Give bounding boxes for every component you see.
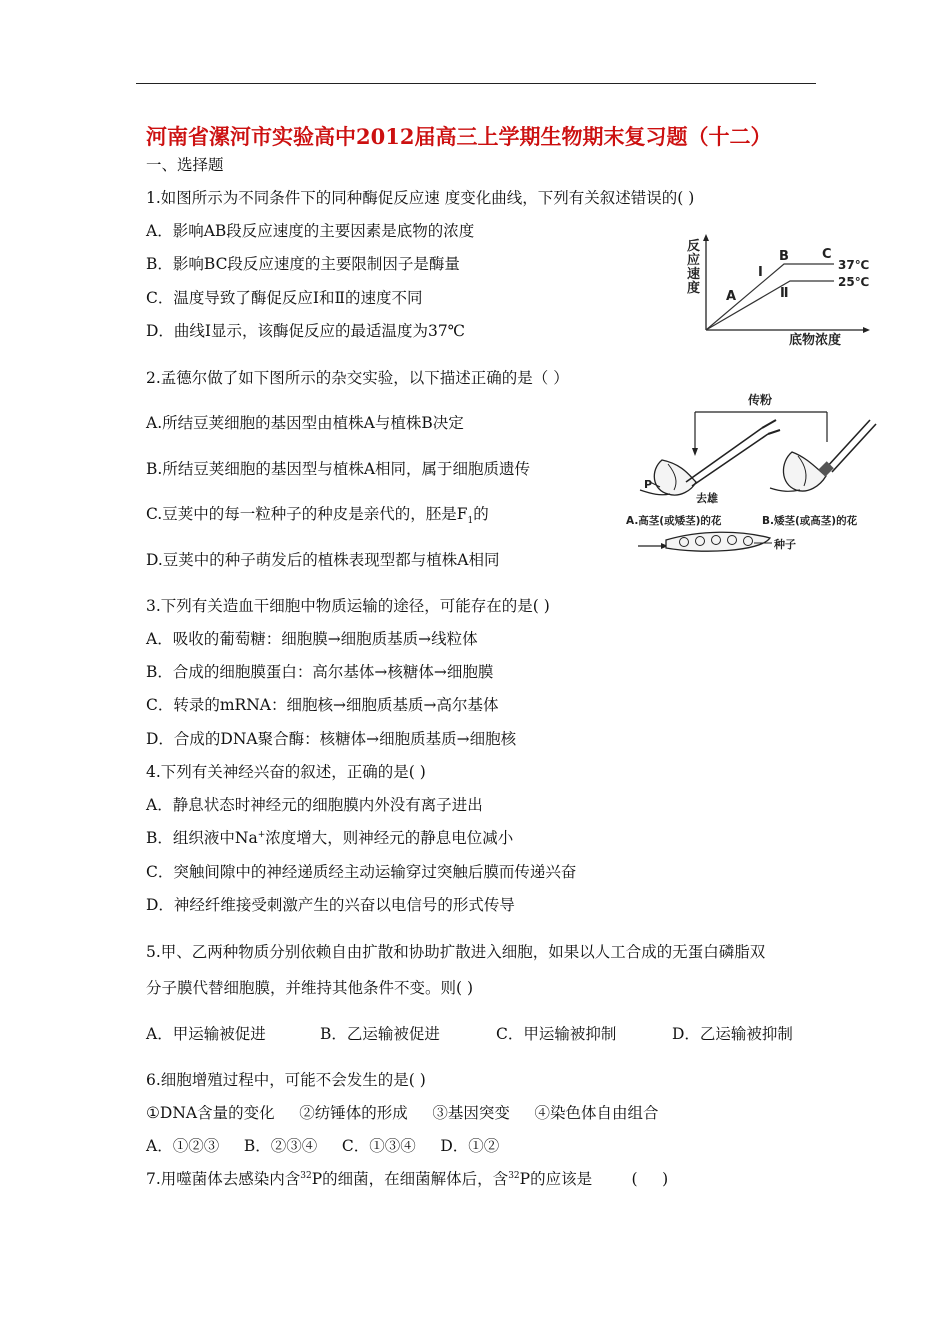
q5-stem-line1: 5.甲、乙两种物质分别依赖自由扩散和协助扩散进入细胞，如果以人工合成的无蛋白磷脂双: [146, 943, 766, 961]
q3-option-b: B．合成的细胞膜蛋白：高尔基体→核糖体→细胞膜: [146, 663, 494, 681]
q6-options: A．①②③ B．②③④ C．①③④ D．①②: [146, 1137, 500, 1155]
q2-option-d: D.豆荚中的种子萌发后的植株表现型都与植株A相同: [146, 551, 500, 569]
header-rule: [136, 83, 816, 84]
q7-stem: 7.用噬菌体去感染内含$^{32}$P的细菌，在细菌解体后，含$^{32}$P的应该是 ( ): [146, 1170, 669, 1188]
y-label-char-2: 应: [687, 253, 701, 268]
curve-2-label: Ⅱ: [780, 286, 789, 301]
page-title: 河南省漯河市实验高中2012届高三上学期生物期末复习题（十二）: [146, 124, 772, 149]
section-heading: 一、选择题: [146, 156, 224, 174]
enzyme-rate-figure: [684, 232, 884, 350]
q3-stem: 3.下列有关造血干细胞中物质运输的途径，可能存在的是( ): [146, 597, 550, 615]
brush-shape: [826, 420, 870, 468]
q3-option-d: D．合成的DNA聚合酶：核糖体→细胞质基质→细胞核: [146, 730, 517, 748]
q1-option-b: B．影响BC段反应速度的主要限制因子是酶量: [146, 255, 460, 273]
q4-option-a: A．静息状态时神经元的细胞膜内外没有离子进出: [146, 796, 483, 814]
q1-stem: 1.如图所示为不同条件下的同种酶促反应速 度变化曲线，下列有关叙述错误的( ): [146, 189, 695, 207]
emasculation-label: 去雄: [696, 492, 718, 505]
q4-option-c: C．突触间隙中的神经递质经主动运输穿过突触后膜而传递兴奋: [146, 863, 577, 881]
q6-stem: 6.细胞增殖过程中，可能不会发生的是( ): [146, 1071, 426, 1089]
flower-a-label: A.高茎(或矮茎)的花: [626, 515, 722, 527]
q1-option-d: D．曲线Ⅰ显示，该酶促反应的最适温度为37℃: [146, 322, 466, 340]
curve-1-label: Ⅰ: [758, 265, 763, 280]
q2-option-a: A.所结豆荚细胞的基因型由植株A与植株B决定: [146, 414, 464, 432]
y-label-char-4: 度: [687, 281, 701, 296]
seed-label: 种子: [774, 538, 796, 551]
q3-option-c: C．转录的mRNA：细胞核→细胞质基质→高尔基体: [146, 696, 499, 714]
q4-option-b: B．组织液中Na+浓度增大，则神经元的静息电位减小: [146, 829, 514, 847]
q4-option-d: D．神经纤维接受刺激产生的兴奋以电信号的形式传导: [146, 896, 515, 914]
q5-option-a: A．甲运输被促进: [146, 1025, 266, 1043]
q1-option-a: A．影响AB段反应速度的主要因素是底物的浓度: [146, 222, 475, 240]
q4-stem: 4.下列有关神经兴奋的叙述，正确的是( ): [146, 763, 426, 781]
temp-37-label: 37℃: [838, 258, 870, 272]
temp-25-label: 25℃: [838, 275, 870, 289]
hybridization-figure: [620, 390, 890, 560]
q3-option-a: A．吸收的葡萄糖：细胞膜→细胞质基质→线粒体: [146, 630, 478, 648]
forceps-shape: [686, 428, 762, 482]
q5-stem-line2: 分子膜代替细胞膜，并维持其他条件不变。则( ): [146, 979, 474, 997]
q5-option-c: C．甲运输被抑制: [496, 1025, 617, 1043]
p-label: P: [644, 478, 653, 491]
x-axis-label: 底物浓度: [789, 333, 842, 348]
y-label-char-1: 反: [687, 239, 701, 254]
pod-shape: [666, 532, 770, 551]
q2-option-c: C.豆荚中的每一粒种子的种皮是亲代的，胚是$F_1$的: [146, 505, 489, 527]
q1-option-c: C．温度导致了酶促反应Ⅰ和Ⅱ的速度不同: [146, 289, 423, 307]
point-a-label: A: [726, 289, 737, 304]
q6-items: ①DNA含量的变化 ②纺锤体的形成 ③基因突变 ④染色体自由组合: [146, 1104, 659, 1122]
q5-option-b: B．乙运输被促进: [320, 1025, 440, 1043]
q5-option-d: D．乙运输被抑制: [672, 1025, 793, 1043]
point-c-label: C: [822, 247, 832, 262]
point-b-label: B: [779, 249, 789, 264]
pollination-label: 传粉: [748, 393, 773, 407]
q2-stem: 2.孟德尔做了如下图所示的杂交实验，以下描述正确的是（ ）: [146, 369, 569, 387]
y-label-char-3: 速: [687, 267, 701, 282]
flower-b-label: B.矮茎(或高茎)的花: [762, 515, 858, 527]
q2-option-b: B.所结豆荚细胞的基因型与植株A相同，属于细胞质遗传: [146, 460, 531, 478]
